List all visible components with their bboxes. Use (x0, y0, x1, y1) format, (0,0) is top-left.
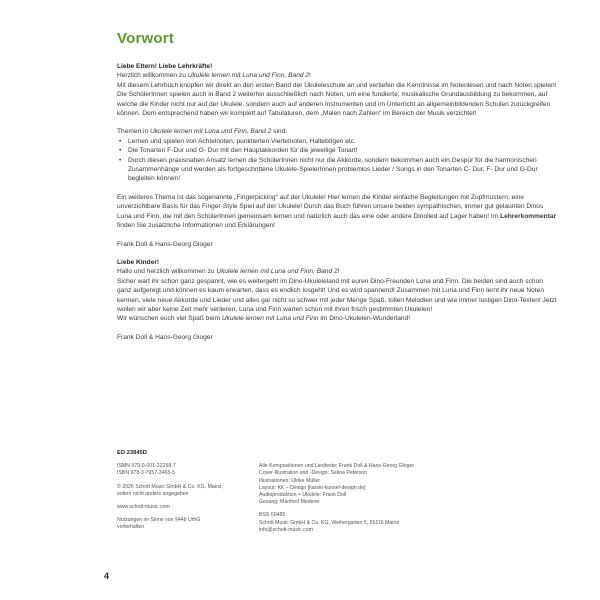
imprint-line: ISMN 979-0-001-22258-7 (117, 463, 176, 470)
kids-paragraph-1: Sicher wart ihr schon ganz gespannt, wie es weitergeht im Dino-Ukuleleland mit euren Dino-Freunden Luna und Finn. Die beiden sind auch schon ganz aufgeregt und können es kaum erwarten, dass es endlich losgeht! Und es wird spannend! Zusammen mit Luna und Finn lernt ihr neue Noten kennen, viele neue Akkorde und Lieder und alles gar nicht so schwer mit jeder Menge Spaß, tollen Melodien und wie immer lustigen Dino-Texten! Jetzt wollen wir aber keine Zeit mehr verlieren, Luna und Finn warten schon mit ihren frisch gestimmten Ukulelen! (117, 277, 557, 313)
kids-signature: Frank Doll & Hans-Georg Gloger (117, 333, 213, 341)
list-item: • Lernen und spielen von Achtelnoten, punktierten Viertelnoten, Haltebögen etc. (128, 137, 557, 146)
imprint-line: © 2026 Schott Music GmbH & Co. KG, Mainz, (117, 483, 223, 490)
imprint-line: ISBN 978-3-7957-3465-5 (117, 470, 175, 477)
imprint-line: vorbehalten (117, 524, 145, 531)
imprint-line: BSS 60485 (259, 512, 286, 519)
parents-signature: Frank Doll & Hans-Georg Gloger (117, 240, 213, 248)
kids-wish: Wir wünschen euch viel Spaß beim Ukulele lernen mit Luna und Finn im Dino-Ukulelen-Wunderland! (117, 315, 411, 323)
imprint-email-link[interactable]: info@schott-music.com (259, 526, 313, 533)
imprint-line: Layout: KK – Design [karsin-kunsel-design.de] (259, 484, 366, 491)
imprint-line: Audioproduktion + Ukulele: Frank Doll (259, 492, 347, 499)
imprint-link[interactable]: www.schott-music.com (117, 504, 170, 511)
imprint-line: Schott Music GmbH & Co. KG, Weihergarten 5, 55116 Mainz (259, 519, 399, 526)
list-item: • Durch diesen praxisnahen Ansatz lernen die SchülerInnen nicht nur die Akkorde, sondern bekommen auch ein Gespür für die harmonischen Zusammenhänge und werden als fortgeschrittene Ukulele-SpielerInnen problemlos Lieder / Songs in den Tonarten C- Dur, F- Dur und G-Dur begleiten können! (128, 156, 557, 184)
imprint (117, 450, 557, 534)
parents-welcome: Herzlich willkommen zu Ukulele lernen mit Luna und Finn, Band 2! (117, 72, 311, 80)
kids-welcome: Hallo und herzlich willkommen zu Ukulele lernen mit Luna und Finn, Band 2! (117, 268, 340, 276)
kids-heading: Liebe Kinder! (117, 258, 160, 266)
imprint-line: Cover-Illustration und -Design: Selina Peterson (259, 470, 368, 477)
list-item: • Die Tonarten F-Dur und G- Dur mit den Hauptakkorden für die jeweilige Tonart! (128, 146, 557, 155)
edition-code: ED 23845D (117, 450, 147, 456)
parents-paragraph-3: Ein weiteres Thema ist das sogenannte „Fingerpicking“ auf der Ukulele! Hier lernen die Kinder einfache Begleitungen mit Zupfmustern, eine unverzichtbare Basis für das Finger-Style Spiel auf der Ukulele! Durch das Buch führen unsere beiden sympathischen, immer gut gelaunten Dinos Luna und Finn, die mit den SchülerInnen gemeinsam lernen und natürlich auch das eine oder andere Dinolied auf Lager haben! Im Lehrerkommentar finden Sie zusätzliche Informationen und Erklärungen! (117, 193, 557, 230)
topics-list (117, 137, 557, 184)
parents-paragraph-1: Mit diesem Lehrbuch knüpfen wir direkt an den ersten Band der Ukuleleschule an und vertiefen die Kenntnisse im Notenlesen und nach Noten spielen! Die SchülerInnen spielen auch in Band 2 weiterhin ausschließlich nach Noten, um eine fundierte, musikalische Grundausbildung zu bekommen, auf welche die Kinder nicht nur auf der Ukulele, sondern auch auf anderen Instrumenten und im Unterricht an allgemeinbildenden Schulen zurückgreifen können. Dem entsprechend haben wir komplett auf Tabulaturen, dem „Malen nach Zahlen“ im Bereich der Musik verzichtet! (117, 81, 557, 118)
imprint-right-column (259, 463, 549, 534)
imprint-line: Alle Kompositionen und Liedtexte: Frank Doll & Hans-Georg Gloger (259, 463, 415, 470)
preface-body (117, 62, 557, 342)
page-title: Vorwort (117, 30, 174, 47)
imprint-left-column (117, 463, 259, 534)
page-number: 4 (104, 571, 110, 581)
imprint-line: sofern nicht anders angegeben (117, 490, 189, 497)
imprint-line: Nutzungen im Sinne von §44b UrhG (117, 517, 201, 524)
parents-heading: Liebe Eltern! Liebe Lehrkräfte! (117, 63, 213, 70)
topics-intro: Themen in Ukulele lernen mit Luna und Finn, Band 2 sind: (117, 128, 288, 136)
imprint-line: Gesang: Manfred Mederer (259, 499, 320, 506)
imprint-line: Illustrationen: Ulrike Müller (259, 477, 321, 484)
